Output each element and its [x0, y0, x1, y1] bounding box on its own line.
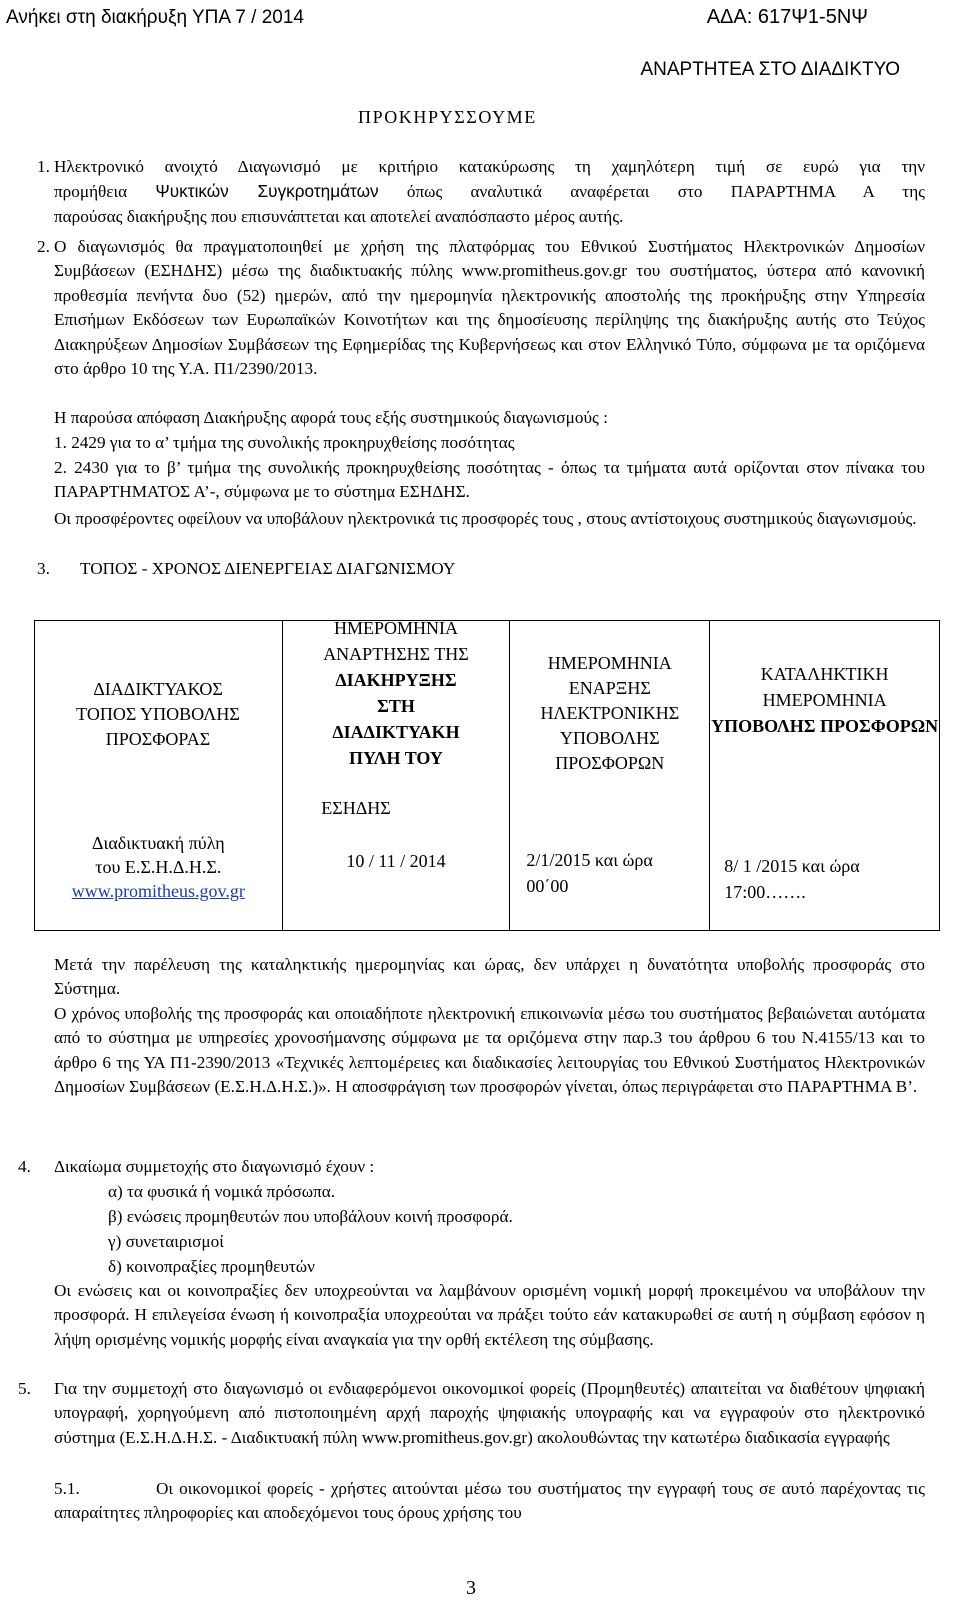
item2-url[interactable]: www.promitheus.gov.gr [461, 261, 627, 281]
item1-line2 [54, 179, 925, 204]
deadline-h-a: ΚΑΤΑΛΗΚΤΙΚΗ ΗΜΕΡΟΜΗΝΙΑ [760, 664, 889, 710]
deadline-cell [724, 853, 859, 905]
heading: ΠΡΟΚΗΡΥΣΣΟΥΜΕ [358, 107, 537, 127]
pub-h-4: ΣΤΗ [377, 696, 415, 716]
col-site [35, 621, 283, 931]
col-publication [282, 618, 510, 931]
start-date: 2/1/2015 και ώρα [526, 850, 653, 870]
item2-text-a: Ο διαγωνισμός θα πραγματοποιηθεί με χρήση της πλατφόρμας του Εθνικού Συστήματος Ηλεκτρονικών Δημοσίων Συμβάσεων (ΕΣΗΔΗΣ) μέσω της διαδικτυακής πύλης [54, 237, 925, 281]
deadline-time: 17:00……. [724, 882, 806, 902]
item1-number: 1. [37, 157, 50, 176]
deadline-h-b: ΥΠΟΒΟΛΗΣ ΠΡΟΣΦΟΡΩΝ [711, 716, 939, 736]
deadline-header [710, 661, 939, 739]
item2-text-b: του συστήματος, ύστερα από κανονική προθεσμία πενήντα δυο (52) ημερών, από την ημερομηνία ηλεκτρονικής αποστολής της προκήρυξης στην Υπηρεσία Επισήμων Εκδόσεων των Ευρωπαϊκών Κοινοτήτων και της δημοσίευσης περίληψης της διακήρυξης αυτής στο Τεύχος Διακηρύξεων Δημοσίων Συμβάσεων της Εφημερίδας της Κυβερνήσεως και στον Ελληνικό Τύπο, σύμφωνα με τα οριζόμενα στο άρθρο 10 της Υ.Α. Π1/2390/2013. [54, 261, 926, 379]
item5-text: Για την συμμετοχή στο διαγωνισμό οι ενδιαφερόμενοι οικονομικοί φορείς (Προμηθευτές) απαιτείται να διαθέτουν ψηφιακή υπογραφή, χορηγούμενη από πιστοποιημένη αρχή παροχής ψηφιακής υπογραφής και να εγγραφούν στο ηλεκτρονικό σύστημα (Ε.Σ.Η.Δ.Η.Σ. - Διαδικτυακή πύλη www.promitheus.gov.gr) ακολουθώντας την κατωτέρω διαδικασία εγγραφής [54, 1379, 925, 1447]
item5-number: 5. [18, 1379, 31, 1398]
item1-line1: Ηλεκτρονικό ανοιχτό Διαγωνισμό με κριτήριο κατακύρωσης τη χαμηλότερη τιμή σε ευρώ για την [54, 157, 925, 176]
pub-h-3: ΔΙΑΚΗΡΥΞΗΣ [335, 670, 457, 690]
publication-date: 10 / 11 / 2014 [346, 851, 446, 871]
item2-number: 2. [37, 237, 50, 256]
after-table-p1: Μετά την παρέλευση της καταληκτικής ημερομηνίας και ώρας, δεν υπάρχει η δυνατότητα υποβολής προσφοράς στο Σύστημα. [54, 955, 925, 999]
ada-code: ΑΔΑ: 617Ψ1-5ΝΨ [706, 6, 868, 28]
item2-sub2: 2. 2430 για το β’ τμήμα της συνολικής προκηρυχθείσης ποσότητας - όπως τα τμήματα αυτά ορίζονται στον πίνακα του ΠΑΡΑΡΤΗΜΑΤΟΣ Α’-, σύμφωνα με το σύστημα ΕΣΗΔΗΣ. [54, 458, 925, 502]
site-url[interactable]: www.promitheus.gov.gr [71, 881, 245, 901]
col-start [510, 621, 710, 931]
item1-product: Ψυκτικών Συγκροτημάτων [155, 181, 379, 202]
pub-h-2: ΑΝΑΡΤΗΣΗΣ ΤΗΣ [323, 644, 469, 664]
item2-text [54, 235, 925, 381]
site-esidis: του Ε.Σ.Η.Δ.Η.Σ. [95, 857, 222, 877]
site-cell [35, 831, 282, 903]
start-header: ΗΜΕΡΟΜΗΝΙΑ ΕΝΑΡΞΗΣ ΗΛΕΚΤΡΟΝΙΚΗΣ ΥΠΟΒΟΛΗΣ ΠΡΟΣΦΟΡΩΝ [540, 653, 680, 773]
site-header: ΔΙΑΔΙΚΤΥΑΚΟΣ ΤΟΠΟΣ ΥΠΟΒΟΛΗΣ ΠΡΟΣΦΟΡΑΣ [76, 679, 240, 749]
after-table-p2: Ο χρόνος υποβολής της προσφοράς και οποιαδήποτε ηλεκτρονική επικοινωνία μέσω του συστήματος βεβαιώνεται αυτόματα από το σύστημα με υπηρεσίες χρονοσήμανσης σύμφωνα με τα οριζόμενα στην παρ.3 του άρθρου 6 του Ν.4155/13 και το άρθρο 6 της ΥΑ Π1-2390/2013 «Τεχνικές λεπτομέρειες και διαδικασίες λειτουργίας του Εθνικού Συστήματος Ηλεκτρονικών Δημοσίων Συμβάσεων (Ε.Σ.Η.Δ.Η.Σ.)». Η αποσφράγιση των προσφορών γίνεται, όπως περιγράφεται στο ΠΑΡΑΡΤΗΜΑ Β’. [54, 1004, 925, 1097]
publication-header [283, 615, 510, 821]
item3-number: 3. [37, 559, 50, 578]
item3-title: ΤΟΠΟΣ - ΧΡΟΝΟΣ ΔΙΕΝΕΡΓΕΙΑΣ ΔΙΑΓΩΝΙΣΜΟΥ [80, 559, 456, 578]
col-deadline [710, 621, 940, 931]
item4-b: β) ενώσεις προμηθευτών που υποβάλουν κοινή προσφορά. [108, 1207, 513, 1226]
header-note: Ανήκει στη διακήρυξη ΥΠΑ 7 / 2014 [6, 7, 304, 28]
item5-sub-number: 5.1. [54, 1479, 80, 1498]
item4-title: Δικαίωμα συμμετοχής στο διαγωνισμό έχουν : [54, 1157, 375, 1176]
item4-paragraph: Οι ενώσεις και οι κοινοπραξίες δεν υποχρεούνται να λαμβάνουν ορισμένη νομική μορφή προκειμένου να υποβάλουν την προσφορά. Η επιλεγείσα ένωση ή κοινοπραξία υποχρεούται να πράξει τούτο εάν κατακυρωθεί σε αυτή η σύμβαση εφόσον η λήψη ορισμένης νομικής μορφής είναι αναγκαία για την ορθή εκτέλεση της σύμβασης. [54, 1281, 925, 1349]
item2-bidders: Οι προσφέροντες οφείλουν να υποβάλουν ηλεκτρονικά τις προσφορές τους , στους αντίστοιχους συστημικούς διαγωνισμούς. [54, 509, 917, 528]
item1-text [54, 155, 925, 229]
deadline-date: 8/ 1 /2015 και ώρα [724, 856, 860, 876]
item4-d: δ) κοινοπραξίες προμηθευτών [108, 1257, 315, 1276]
pub-h-7: ΕΣΗΔΗΣ [321, 798, 391, 818]
item1-line3: παρούσας διακήρυξης που επισυνάπτεται και αποτελεί αναπόσπαστο μέρος αυτής. [54, 206, 624, 226]
pub-h-1: ΗΜΕΡΟΜΗΝΙΑ [333, 618, 458, 638]
pub-h-5: ΔΙΑΔΙΚΤΥΑΚΗ [332, 722, 460, 742]
site-portal: Διαδικτυακή πύλη [91, 833, 225, 853]
item1-line2c: όπως αναλυτικά αναφέρεται στο ΠΑΡΑΡΤΗΜΑ Α της [378, 182, 925, 202]
posting-note: ΑΝΑΡΤΗΤΕΑ ΣΤΟ ΔΙΑΔΙΚΤΥΟ [640, 59, 900, 80]
item1-line2a: προμήθεια [54, 182, 156, 202]
item4-c: γ) συνεταιρισμοί [108, 1232, 224, 1251]
item2-sub1: 1. 2429 για το α’ τμήμα της συνολικής προκηρυχθείσης ποσότητας [54, 433, 515, 452]
pub-h-6: ΠΥΛΗ ΤΟΥ [349, 748, 443, 768]
item4-a: α) τα φυσικά ή νομικά πρόσωπα. [108, 1182, 336, 1201]
start-time: 00΄00 [526, 876, 569, 896]
start-cell [526, 847, 652, 899]
item4-number: 4. [18, 1157, 31, 1176]
schedule-table [34, 620, 940, 931]
item5-sub-text: Οι οικονομικοί φορείς - χρήστες αιτούνται μέσω του συστήματος την εγγραφή τους σε αυτό παρέχοντας τις απαραίτητες πληροφορίες και αποδεχόμενοι τους όρους χρήσης του [54, 1479, 925, 1523]
item2-concerns: Η παρούσα απόφαση Διακήρυξης αφορά τους εξής συστημικούς διαγωνισμούς : [54, 408, 608, 427]
page-number: 3 [466, 1577, 476, 1599]
